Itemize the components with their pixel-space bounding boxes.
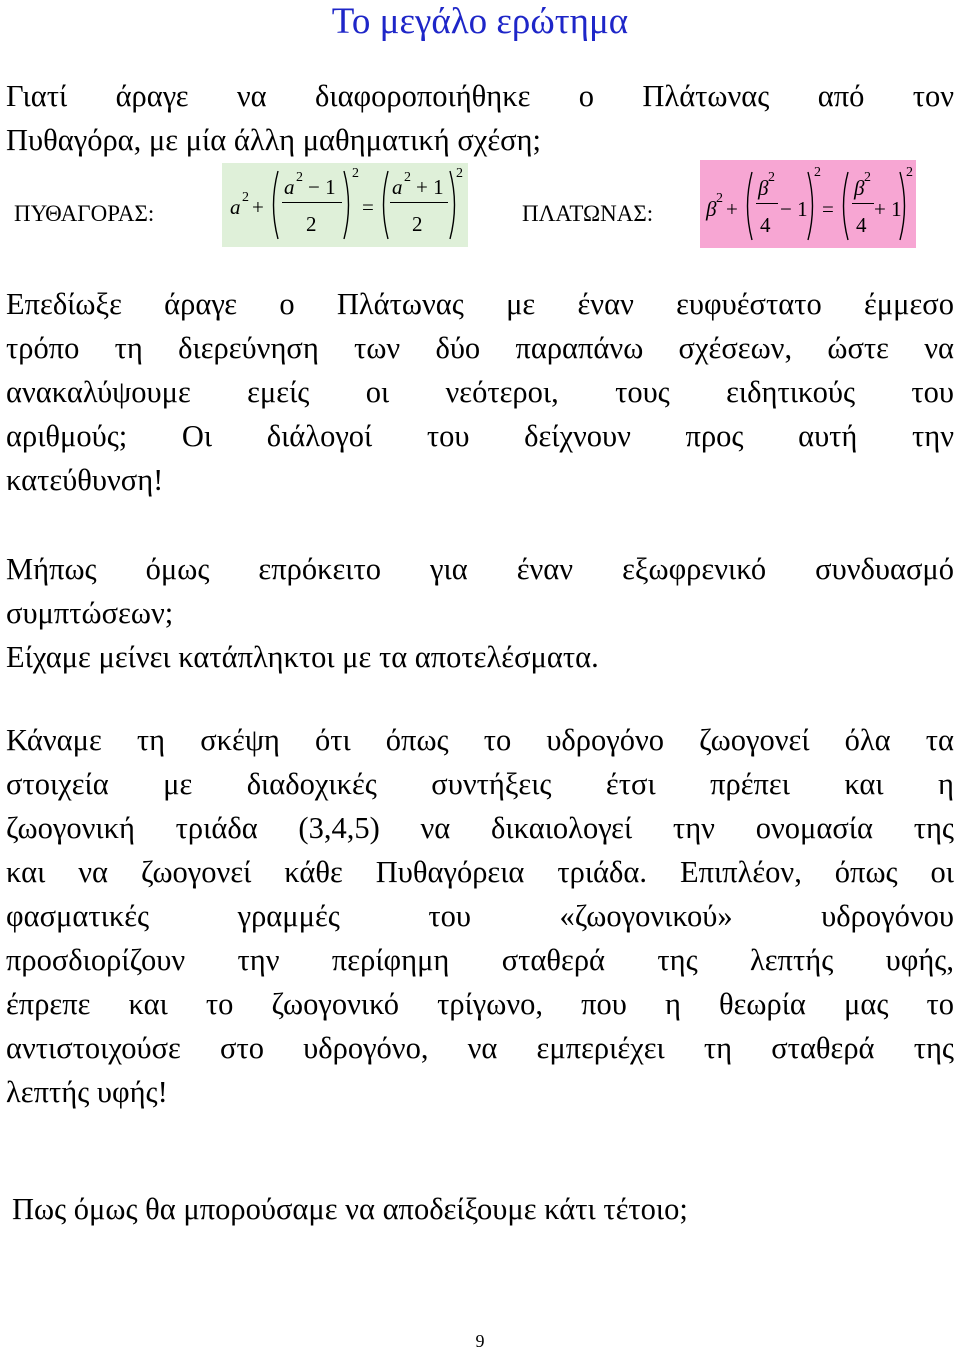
text-line: ζωογονική τριάδα (3,4,5) να δικαιολογεί την ονομασία της: [6, 811, 954, 845]
exponent: 2: [242, 190, 249, 205]
text-line: Είχαμε μείνει κατάπληκτοι με τα αποτελέσματα.: [6, 640, 599, 674]
text-line: Κάναμε τη σκέψη ότι όπως το υδρογόνο ζωογονεί όλα τα: [6, 723, 954, 757]
left-paren: [838, 170, 850, 242]
denominator: 4: [760, 213, 771, 237]
closing-question: Πως όμως θα μπορούσαμε να αποδείξουμε κάτι τέτοιο;: [12, 1192, 688, 1226]
intro-paragraph: [6, 74, 954, 162]
numerator-a: a: [392, 175, 403, 199]
pythagoras-label: ΠΥΘΑΓΟΡΑΣ:: [14, 201, 155, 226]
text-line: αντιστοιχούσε στο υδρογόνο, να εμπεριέχει τη σταθερά της: [6, 1031, 954, 1065]
numerator-a: a: [284, 175, 295, 199]
paragraph-hydrogen: [6, 718, 954, 1114]
left-paren: [378, 169, 390, 241]
denominator: 2: [306, 212, 317, 236]
text-line: και να ζωογονεί κάθε Πυθαγόρεια τριάδα. Επιπλέον, όπως οι: [6, 855, 954, 889]
plus-sign: +: [726, 197, 738, 221]
exponent: 2: [864, 170, 871, 185]
left-paren: [268, 169, 280, 241]
paragraph-coincidence: [6, 547, 954, 679]
plus-one: + 1: [416, 175, 444, 199]
minus-one: − 1: [780, 197, 808, 221]
denominator: 2: [412, 212, 423, 236]
text-line: Πυθαγόρα, με μία άλλη μαθηματική σχέση;: [6, 123, 541, 157]
fraction-bar: [852, 203, 874, 204]
text-line: φασματικές γραμμές του «ζωογονικού» υδρογόνου: [6, 899, 954, 933]
text-line: κατεύθυνση!: [6, 463, 164, 497]
left-paren: [742, 170, 754, 242]
right-paren: [806, 170, 818, 242]
page-number: 9: [475, 1331, 485, 1351]
equals-sign: =: [822, 197, 834, 221]
text-line: τρόπο τη διερεύνηση των δύο παραπάνω σχέσεων, ώστε να: [6, 331, 954, 365]
text-line: λεπτής υφής!: [6, 1075, 168, 1109]
plato-label: ΠΛΑΤΩΝΑΣ:: [522, 201, 654, 226]
exponent: 2: [296, 170, 303, 185]
text-line: έπρεπε και το ζωογονικό τρίγωνο, που η θεωρία μας το: [6, 987, 954, 1021]
fraction-bar: [390, 202, 448, 203]
paragraph-plato-inquiry: [6, 282, 954, 502]
text-line: Μήπως όμως επρόκειτο για έναν εξωφρενικό συνδυασμό: [6, 552, 954, 586]
numerator-beta: β: [758, 176, 769, 200]
exponent: 2: [814, 165, 821, 180]
exponent: 2: [906, 165, 913, 180]
exponent: 2: [352, 166, 359, 181]
plus-one: + 1: [874, 197, 902, 221]
text-line: προσδιορίζουν την περίφημη σταθερά της λεπτής υφής,: [6, 943, 954, 977]
page-title: Το μεγάλο ερώτημα: [331, 1, 629, 42]
minus-one: − 1: [308, 175, 336, 199]
plus-sign: +: [252, 195, 264, 219]
text-line: αριθμούς; Οι διάλογοί του δείχνουν προς αυτή την: [6, 419, 954, 453]
pythagoras-formula-box: [222, 163, 468, 247]
plato-formula-box: [700, 160, 916, 248]
text-line: Γιατί άραγε να διαφοροποιήθηκε ο Πλάτωνας από τον: [6, 79, 954, 113]
text-line: Επεδίωξε άραγε ο Πλάτωνας με έναν ευφυέστατο έμμεσο: [6, 287, 954, 321]
exponent: 2: [456, 166, 463, 181]
numerator-beta: β: [854, 176, 865, 200]
exponent: 2: [404, 170, 411, 185]
fraction-bar: [282, 202, 342, 203]
exponent: 2: [716, 191, 723, 206]
exponent: 2: [768, 170, 775, 185]
text-line: ανακαλύψουμε εμείς οι νεότεροι, τους ειδητικούς του: [6, 375, 954, 409]
var-beta: β: [706, 197, 717, 221]
right-paren: [898, 170, 910, 242]
equals-sign: =: [362, 195, 374, 219]
denominator: 4: [856, 213, 867, 237]
fraction-bar: [756, 203, 778, 204]
var-a: a: [230, 195, 241, 219]
text-line: στοιχεία με διαδοχικές συντήξεις έτσι πρέπει και η: [6, 767, 954, 801]
text-line: συμπτώσεων;: [6, 596, 174, 630]
